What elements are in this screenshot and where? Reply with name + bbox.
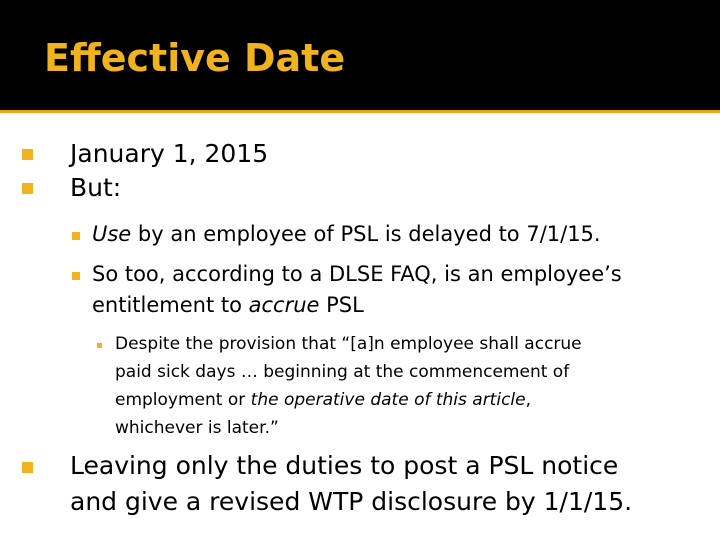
- sub-sub-bullet-text-pre: employment or: [115, 390, 251, 410]
- sub-bullet-text-rest: by an employee of PSL is delayed to 7/1/15.: [131, 222, 601, 246]
- sub-sub-bullet-text-post: ,: [525, 390, 532, 410]
- bullet-text: January 1, 2015: [70, 139, 269, 168]
- sub-bullet-text: [92, 222, 601, 246]
- sub-bullet-text-pre: entitlement to: [92, 293, 249, 317]
- square-bullet-icon: [72, 272, 80, 280]
- emphasis-text: accrue: [248, 293, 320, 317]
- bullet-text: and give a revised WTP disclosure by 1/1/15.: [70, 487, 633, 516]
- slide-title: Effective Date: [44, 36, 346, 80]
- emphasis-text: the operative date of this article: [250, 390, 526, 410]
- sub-sub-bullet-text: Despite the provision that “[a]n employee shall accrue: [115, 334, 582, 354]
- square-bullet-icon: [97, 343, 102, 348]
- sub-sub-bullet-text: [115, 390, 531, 410]
- square-bullet-icon: [22, 462, 33, 473]
- sub-sub-bullet-text: paid sick days … beginning at the commencement of: [115, 362, 570, 382]
- sub-sub-bullet-text: whichever is later.”: [115, 418, 279, 438]
- sub-bullet-text-post: PSL: [319, 293, 364, 317]
- sub-bullet-text: [92, 293, 364, 317]
- square-bullet-icon: [22, 183, 33, 194]
- bullet-text: But:: [70, 173, 122, 202]
- emphasis-text: Use: [92, 222, 132, 246]
- square-bullet-icon: [72, 232, 80, 240]
- sub-bullet-text: So too, according to a DLSE FAQ, is an employee’s: [92, 262, 622, 286]
- square-bullet-icon: [22, 149, 33, 160]
- title-underline: [0, 110, 720, 113]
- bullet-text: Leaving only the duties to post a PSL notice: [70, 451, 619, 480]
